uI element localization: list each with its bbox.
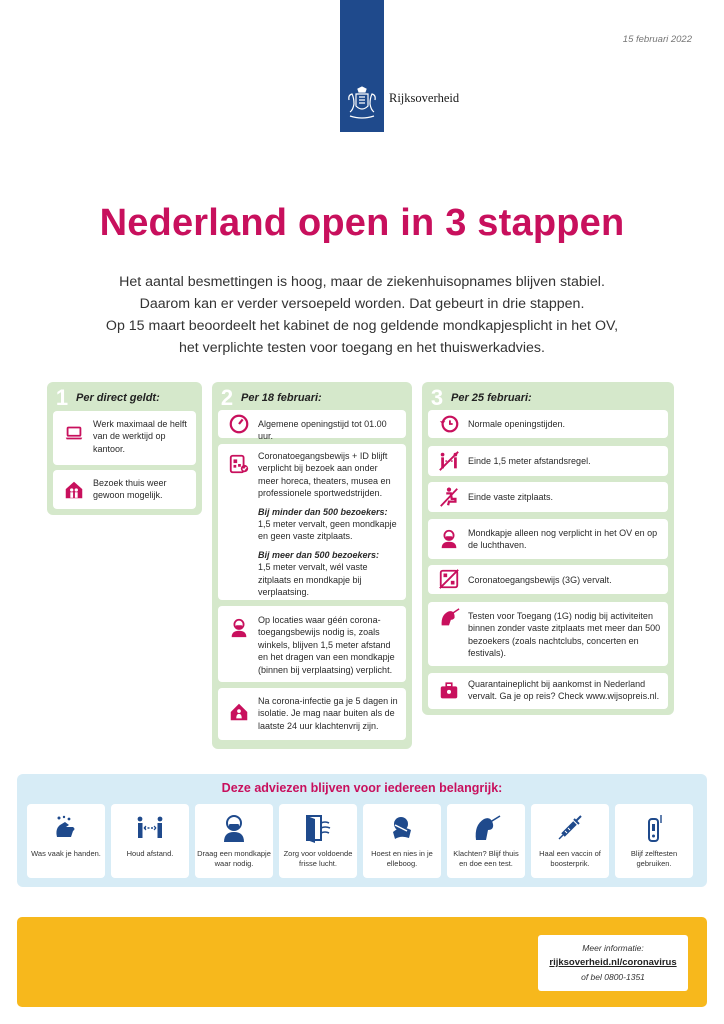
clock-back-icon [437,412,461,436]
step-card-text: Coronatoegangsbewijs (3G) vervalt. [468,575,612,585]
step-1-header [53,387,160,409]
advice-text: Was vaak je handen. [31,849,101,858]
logo-text: Rijksoverheid [389,91,460,105]
step-number: 1 [55,385,69,410]
step-card-text: Op locaties waar géén corona-toegangsbewijs nodig is, zoals winkels, blijven 1,5 meter afstand en het dragen van een mondkapje (binnen bij verplaatsing) verplicht. [258,615,395,675]
step-3-column [422,382,674,715]
step-card-text: Na corona-infectie ga je 5 dagen in isolatie. Je mag naar buiten als de laatste 24 uur klachtenvrij zijn. [258,696,398,731]
step-card [428,673,668,709]
more-info-box [538,935,688,991]
sneeze-elbow-icon [387,813,417,843]
step-card-text: Bezoek thuis weer gewoon mogelijk. [93,478,167,501]
step-card [428,565,668,594]
intro-line: Op 15 maart beoordeelt het kabinet de nog geldende mondkapjesplicht in het OV, [105,318,619,334]
subheading-under-500: Bij minder dan 500 bezoekers: [258,506,388,517]
advice-text: Houd afstand. [126,849,174,858]
step-2-column [212,382,412,749]
advice-text: Zorg voor voldoende frisse lucht. [283,849,353,868]
step-card-text: Testen voor Toegang (1G) nodig bij activiteiten binnen zonder vaste zitplaats met meer dan 500 bezoekers (zoals nachtclubs, concerten en festivals). [468,611,661,659]
face-mask-icon [219,813,249,843]
step-card [218,606,406,682]
publication-date: 15 februari 2022 [622,34,692,45]
advice-text: Blijf zelftesten gebruiken. [630,849,678,868]
intro-text [60,271,664,359]
step-card-text: Quarantaineplicht bij aankomst in Nederland vervalt. Ga je op reis? Check www.wijsopreis.nl. [468,679,660,702]
intro-line: Het aantal besmettingen is hoog, maar de ziekenhuisopnames blijven stabiel. [119,274,605,290]
step-card [428,519,668,559]
clock-icon [227,412,251,436]
step-card [428,446,668,476]
mask-person-icon [437,527,461,551]
step-card [218,410,406,442]
step-1-column [47,382,202,515]
distance-crossed-icon [437,449,461,473]
seat-crossed-icon [437,485,461,509]
advice-panel [17,774,707,887]
self-test-kit-icon [639,813,669,843]
step-card [218,688,406,740]
step-card [53,411,196,465]
advice-text: Hoest en nies in je elleboog. [371,849,433,868]
vaccine-syringe-icon [555,813,585,843]
home-people-icon [62,478,86,502]
step-title: Per direct geldt: [76,392,160,404]
wash-hands-icon [51,813,81,843]
more-info-label: Meer informatie: [582,943,644,953]
subheading-over-500: Bij meer dan 500 bezoekers: [258,549,380,560]
qr-phone-icon [227,452,251,476]
step-card [428,410,668,438]
coat-of-arms-icon [345,86,379,122]
rule-over-500: 1,5 meter vervalt, wél vaste zitplaats en mondkapje bij verplaatsing. [258,562,368,598]
step-card-text: Einde vaste zitplaats. [468,492,554,502]
suitcase-icon [437,679,461,703]
page-title: Nederland open in 3 stappen [99,202,625,244]
step-card-text [258,450,400,598]
footer-band [17,917,707,1007]
step-card [53,470,196,509]
advice-text: Haal een vaccin of boosterprik. [539,849,601,868]
phone-number: of bel 0800-1351 [581,972,645,982]
advice-tile [615,804,693,878]
step-card [428,482,668,512]
intro-line: Daarom kan er verder versoepeld worden. Dat gebeurt in drie stappen. [139,296,585,312]
card-main-text: Coronatoegangsbewijs + ID blijft verplicht bij bezoek aan onder meer horeca, theaters, musea en professionele sportwedstrijden. [258,451,391,499]
mask-person-icon [227,616,251,640]
qr-crossed-icon [437,567,461,591]
step-number: 2 [220,385,234,410]
step-card-text: Einde 1,5 meter afstandsregel. [468,456,591,466]
step-card-text: Normale openingstijden. [468,419,566,429]
advice-tile [531,804,609,878]
step-card-text: Algemene openingstijd tot 01.00 uur. [258,419,387,442]
coronavirus-link[interactable]: rijksoverheid.nl/coronavirus [549,957,677,968]
rule-under-500: 1,5 meter vervalt, geen mondkapje en geen vaste zitplaats. [258,519,397,542]
test-swab-icon [437,606,461,630]
advice-tile [447,804,525,878]
advice-text: Klachten? Blijf thuis en doe een test. [453,849,519,868]
advice-text: Draag een mondkapje waar nodig. [197,849,271,868]
advice-tile [363,804,441,878]
distance-icon [135,813,165,843]
home-isolation-icon [227,700,251,724]
step-card-text: Mondkapje alleen nog verplicht in het OV en op de luchthaven. [468,528,658,551]
advice-tile [195,804,273,878]
step-title: Per 25 februari: [451,392,532,404]
advice-title: Deze adviezen blijven voor iedereen belangrijk: [221,781,503,795]
laptop-icon [62,421,86,445]
step-2-header [218,387,322,409]
ventilation-icon [303,813,333,843]
step-card [218,444,406,600]
intro-line: het verplichte testen voor toegang en het thuiswerkadvies. [179,340,545,356]
step-title: Per 18 februari: [241,392,322,404]
self-test-swab-icon [471,813,501,843]
step-3-header [428,387,532,409]
step-card [428,602,668,666]
step-number: 3 [430,385,444,410]
advice-tile [279,804,357,878]
advice-tile [27,804,105,878]
step-card-text: Werk maximaal de helft van de werktijd op kantoor. [93,419,187,454]
advice-tile [111,804,189,878]
